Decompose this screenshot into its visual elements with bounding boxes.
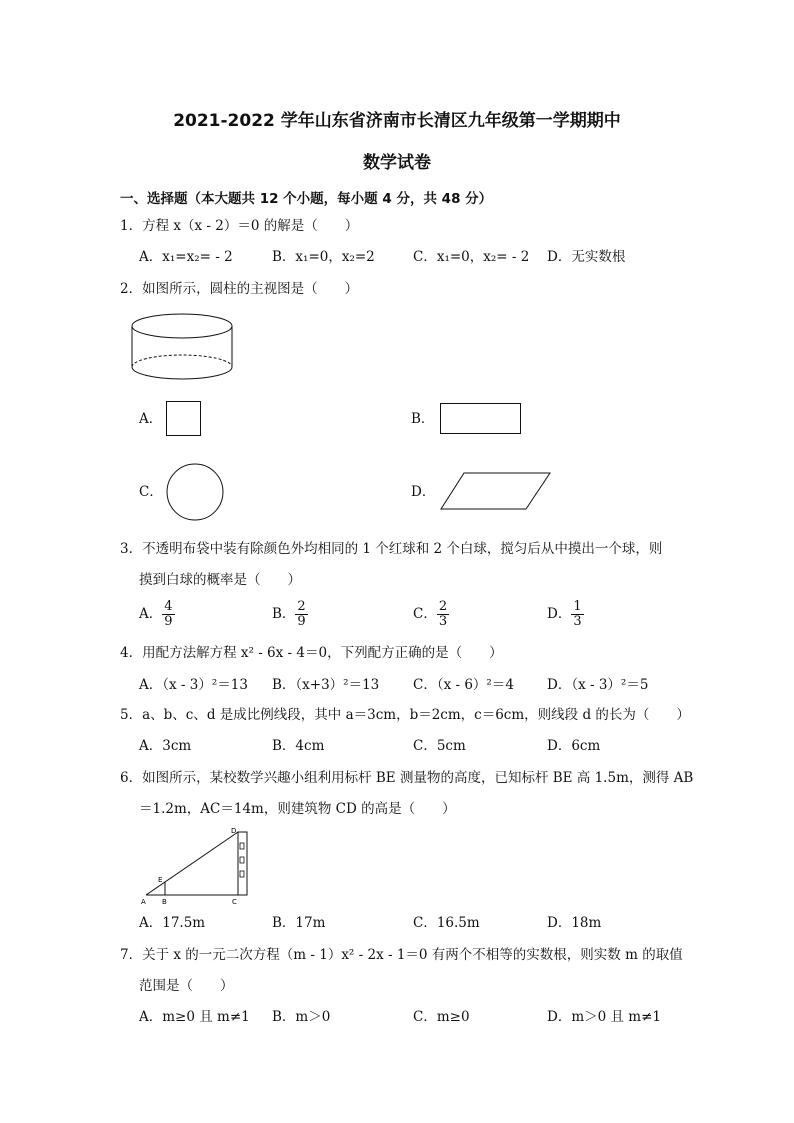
q2-option-a-square	[166, 401, 202, 437]
page-subtitle: 数学试卷	[363, 153, 431, 173]
question-6-stem-line1: 6．如图所示，某校数学兴趣小组利用标杆 BE 测量物的高度，已知标杆 BE 高 1.5m，测得 AB	[120, 770, 694, 786]
q3-option-a-fraction	[162, 600, 174, 629]
q3-option-d-label: D．	[547, 606, 572, 622]
cylinder-top-ellipse	[132, 314, 232, 338]
q3-option-b-denominator: 9	[297, 614, 306, 629]
q3-option-d-fraction	[571, 600, 583, 629]
q6-option-a: A．17.5m	[139, 915, 206, 931]
q3-option-c	[413, 600, 449, 629]
cylinder-bottom-hidden-arc	[132, 355, 232, 367]
q3-option-a	[139, 600, 175, 629]
q1-option-c: C．x₁=0，x₂= - 2	[413, 249, 530, 265]
question-7-stem-line1: 7．关于 x 的一元二次方程（m - 1）x² - 2x - 1＝0 有两个不相等的实数根，则实数 m 的取值	[120, 947, 683, 963]
building-window-2	[240, 857, 244, 863]
q3-option-c-numerator: 2	[438, 599, 448, 614]
q7-option-a: A．m≥0 且 m≠1	[139, 1009, 250, 1025]
q3-option-b	[272, 600, 308, 629]
q2-option-c: C．	[139, 484, 163, 500]
label-d: D	[231, 827, 237, 835]
q7-option-b: B．m＞0	[272, 1009, 331, 1025]
measurement-figure	[140, 825, 260, 905]
label-b: B	[162, 898, 167, 906]
q2-option-c-circle	[166, 463, 224, 521]
q6-option-b: B．17m	[272, 915, 326, 931]
q3-option-b-numerator: 2	[297, 599, 306, 614]
label-c: C	[232, 898, 237, 906]
q6-option-c: C．16.5m	[413, 915, 480, 931]
question-3-stem-line2: 摸到白球的概率是（ ）	[139, 572, 301, 588]
section-header: 一、选择题（本大题共 12 个小题，每小题 4 分，共 48 分）	[120, 191, 493, 207]
building-window-3	[240, 871, 244, 877]
q2-option-b-rectangle	[440, 403, 522, 435]
q1-option-d: D．无实数根	[547, 249, 626, 265]
question-3-stem-line1: 3．不透明布袋中装有除颜色外均相同的 1 个红球和 2 个白球，搅匀后从中摸出一个球，则	[120, 541, 663, 557]
q5-option-d: D．6cm	[547, 738, 601, 754]
q3-option-a-denominator: 9	[164, 614, 173, 629]
q4-option-c: C．（x - 6）²＝4	[413, 677, 514, 693]
cylinder-figure	[130, 308, 240, 388]
q2-option-d: D．	[411, 484, 436, 500]
label-e: E	[158, 876, 163, 884]
q5-option-c: C．5cm	[413, 738, 466, 754]
q3-option-b-fraction	[295, 600, 307, 629]
q4-option-a: A．（x - 3）²＝13	[139, 677, 248, 693]
label-a: A	[141, 898, 146, 906]
page-title: 2021-2022 学年山东省济南市长清区九年级第一学期期中	[173, 111, 621, 131]
q2-option-a: A．	[139, 411, 163, 427]
q6-option-d: D．18m	[547, 915, 602, 931]
q7-option-c: C．m≥0	[413, 1009, 470, 1025]
q3-option-c-label: C．	[413, 606, 437, 622]
q1-option-b: B．x₁=0，x₂=2	[272, 249, 375, 265]
building-cd	[238, 832, 247, 895]
question-2-stem: 2．如图所示，圆柱的主视图是（ ）	[120, 281, 359, 297]
q5-option-b: B．4cm	[272, 738, 325, 754]
sight-line-ad	[146, 832, 238, 895]
q3-option-d	[547, 600, 584, 629]
q5-option-a: A．3cm	[139, 738, 192, 754]
q3-option-b-label: B．	[272, 606, 296, 622]
q3-option-c-fraction	[437, 600, 449, 629]
q3-option-a-numerator: 4	[164, 599, 173, 614]
question-7-stem-line2: 范围是（ ）	[139, 978, 234, 994]
cylinder-bottom-front-arc	[132, 367, 232, 379]
q4-option-d: D．（x - 3）²＝5	[547, 677, 649, 693]
question-4-stem: 4．用配方法解方程 x² - 6x - 4＝0，下列配方正确的是（ ）	[120, 645, 503, 661]
question-1-stem: 1．方程 x（x - 2）＝0 的解是（ ）	[120, 218, 359, 234]
q2-option-d-parallelogram	[440, 472, 554, 512]
building-window-1	[240, 843, 244, 849]
q7-option-d: D．m＞0 且 m≠1	[547, 1009, 661, 1025]
q3-option-a-label: A．	[139, 606, 163, 622]
question-6-stem-line2: ＝1.2m，AC＝14m，则建筑物 CD 的高是（ ）	[139, 801, 456, 817]
question-5-stem: 5．a、b、c、d 是成比例线段，其中 a＝3cm，b＝2cm，c＝6cm，则线段 d 的长为（ ）	[120, 707, 690, 723]
q3-option-c-denominator: 3	[438, 614, 448, 629]
q2-option-b: B．	[411, 411, 435, 427]
q3-option-d-denominator: 3	[573, 614, 582, 629]
q3-option-d-numerator: 1	[573, 599, 582, 614]
q1-option-a: A．x₁=x₂= - 2	[139, 249, 233, 265]
q4-option-b: B．（x+3）²＝13	[272, 677, 380, 693]
